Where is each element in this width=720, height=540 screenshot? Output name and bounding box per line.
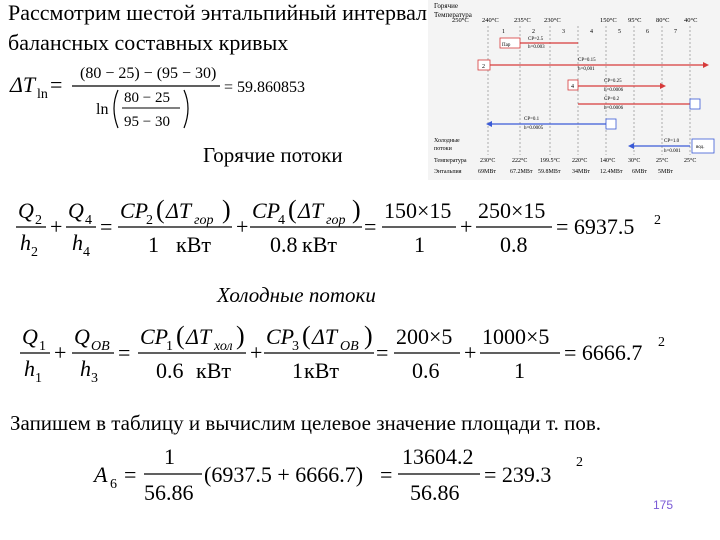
hot-result: = 6937.5 (556, 214, 635, 239)
area-lhs-sub: 6 (110, 477, 117, 492)
hot-n1: 150×15 (384, 198, 452, 223)
cold-cp1: CP (140, 324, 169, 349)
area-paren: (6937.5 + 6666.7) (204, 462, 364, 487)
utility-box-label: вод. (696, 145, 705, 150)
hot-stream-label: Пар (502, 43, 511, 48)
area-r-num: 13604.2 (402, 444, 474, 469)
svg-text:=: = (376, 340, 389, 365)
hot-cp2: CP (252, 198, 281, 223)
cold-stream-cp: CP=0.1 (524, 117, 540, 122)
lmtd-formula (0, 58, 330, 138)
svg-text:+: + (250, 340, 263, 365)
hot-stream-cp: CP=0.25 (604, 79, 622, 84)
lmtd-result: = 59.860853 (224, 79, 306, 96)
hot-heading: Горячие потоки (203, 143, 343, 167)
svg-text:+: + (460, 214, 473, 239)
hot-stream-h: h=0.0006 (604, 88, 624, 93)
interval-num: 5 (618, 29, 621, 35)
hot-h2-sub: 4 (83, 245, 90, 260)
cold-sub: потоки (434, 146, 452, 152)
hot-q2-sub: 4 (85, 213, 92, 228)
svg-text:(: ( (302, 321, 311, 350)
hot-stream-h: h=0.0006 (604, 106, 624, 111)
interval-num: 4 (590, 29, 593, 35)
lmtd-frac-den: 95 − 30 (124, 114, 170, 130)
hot-den1: 1 (148, 232, 159, 257)
hot-den2: 0.8 (270, 232, 298, 257)
top-temp: 240°C (482, 17, 499, 24)
diagram-header-top: Горячие (434, 2, 459, 10)
lmtd-numerator: (80 − 25) − (95 − 30) (80, 65, 217, 82)
bottom-label-enth: Энтальпия (434, 169, 462, 175)
title-line-2: балансных составных кривых (8, 30, 289, 55)
hot-d2: 0.8 (500, 232, 528, 257)
cold-result: = 6666.7 (564, 340, 643, 365)
cold-unit1: кВт (196, 358, 231, 383)
hot-stream-num: 2 (482, 64, 485, 70)
cold-d2: 1 (514, 358, 525, 383)
cold-n1: 200×5 (396, 324, 453, 349)
cold-dt2: ΔT (312, 324, 338, 349)
area-formula (80, 440, 600, 510)
bottom-temp: 230°C (480, 158, 496, 164)
cold-q1: Q (22, 324, 38, 349)
svg-text:(: ( (176, 321, 185, 350)
bottom-enth: 6МВт (632, 169, 647, 175)
cold-unit2: кВт (304, 358, 339, 383)
top-temp: 250°C (452, 17, 469, 24)
bottom-enth: 59.8МВт (538, 169, 561, 175)
utility-h: h=0.001 (664, 149, 681, 154)
svg-text:): ) (364, 321, 373, 350)
svg-text:(: ( (288, 195, 297, 224)
hot-unit1: кВт (176, 232, 211, 257)
cold-cp2: CP (266, 324, 295, 349)
bottom-enth: 12.4МВт (600, 169, 623, 175)
interval-diagram (428, 0, 720, 180)
cold-q2: Q (74, 324, 90, 349)
cold-h2-sub: 3 (91, 371, 98, 386)
hot-stream-cp: CP=0.2 (604, 97, 620, 102)
cold-d1: 0.6 (412, 358, 440, 383)
hot-formula (0, 190, 680, 260)
area-r-den: 56.86 (410, 480, 460, 505)
bottom-temp: 25°C (656, 158, 669, 164)
interval-num: 1 (502, 29, 505, 35)
lmtd-frac-num: 80 − 25 (124, 90, 170, 106)
bottom-temp: 25°C (684, 158, 697, 164)
cold-h1-sub: 1 (35, 371, 42, 386)
utility-cp: CP=1.0 (664, 139, 680, 144)
hot-q1-sub: 2 (35, 213, 42, 228)
hot-dt2-sub: гор (326, 213, 346, 228)
cold-den2: 1 (292, 358, 303, 383)
cold-cp2-sub: 3 (292, 339, 299, 354)
svg-text:=: = (364, 214, 377, 239)
hot-dt2: ΔT (298, 198, 324, 223)
cold-q2-sub: OB (91, 339, 110, 354)
cold-dt1: ΔT (186, 324, 212, 349)
hot-h1-sub: 2 (31, 245, 38, 260)
svg-text:+: + (54, 340, 67, 365)
area-lhs: A (94, 462, 108, 487)
bottom-temp: 220°C (572, 158, 588, 164)
cold-label: Холодные (434, 138, 460, 144)
lmtd-eq: = (50, 72, 63, 97)
bottom-enth: 34МВт (572, 169, 590, 175)
svg-text:+: + (464, 340, 477, 365)
hot-h2: h (72, 230, 83, 255)
title-line-1: Рассмотрим шестой энтальпийный интервал (8, 0, 428, 25)
cold-formula (0, 316, 680, 386)
area-result: = 239.3 (484, 462, 552, 487)
hot-dt1-sub: гор (194, 213, 214, 228)
bottom-enth: 67.2МВт (510, 169, 533, 175)
cold-heading: Холодные потоки (217, 283, 376, 307)
top-temp: 230°C (544, 17, 561, 24)
bottom-enth: 69МВт (478, 169, 496, 175)
svg-text:=: = (118, 340, 131, 365)
diagram-header-label: Температура (434, 11, 472, 19)
hot-stream-cp: CP=2.5 (528, 37, 544, 42)
svg-text:): ) (222, 195, 231, 224)
hot-stream-h: h=0.003 (528, 45, 545, 50)
cold-cp1-sub: 1 (166, 339, 173, 354)
bottom-enth: 5МВт (658, 169, 673, 175)
bottom-label-temp: Температура (434, 158, 467, 164)
top-temp: 150°C (600, 17, 617, 24)
hot-cp2-sub: 4 (278, 213, 285, 228)
bottom-temp: 222°C (512, 158, 528, 164)
hot-unit-power: 2 (654, 213, 661, 228)
hot-n2: 250×15 (478, 198, 546, 223)
hot-d1: 1 (414, 232, 425, 257)
area-unit-power: 2 (576, 455, 583, 470)
svg-text:(: ( (156, 195, 165, 224)
cold-den1: 0.6 (156, 358, 184, 383)
bottom-temp: 30°C (628, 158, 641, 164)
cold-h2: h (80, 356, 91, 381)
area-eq: = (124, 462, 137, 487)
hot-cp1: CP (120, 198, 149, 223)
page-number: 175 (653, 498, 674, 512)
lmtd-ln: ln (96, 101, 109, 118)
lmtd-lhs: ΔT (10, 72, 36, 97)
top-temp: 80°C (656, 17, 670, 24)
interval-num: 6 (646, 29, 649, 35)
top-temp: 40°C (684, 17, 698, 24)
svg-text:+: + (236, 214, 249, 239)
table-sentence: Запишем в таблицу и вычислим целевое значение площади т. пов. (10, 411, 602, 435)
svg-text:=: = (100, 214, 113, 239)
hot-q2: Q (68, 198, 84, 223)
hot-h1: h (20, 230, 31, 255)
cold-q1-sub: 1 (39, 339, 46, 354)
cold-n2: 1000×5 (482, 324, 550, 349)
top-temp: 95°C (628, 17, 642, 24)
hot-unit2: кВт (302, 232, 337, 257)
interval-num: 7 (674, 29, 677, 35)
cold-stream-h: h=0.0005 (524, 126, 544, 131)
svg-text:): ) (352, 195, 361, 224)
hot-cp1-sub: 2 (146, 213, 153, 228)
cold-dt1-sub: хол (214, 339, 233, 354)
cold-unit-power: 2 (658, 335, 665, 350)
svg-text:=: = (380, 462, 393, 487)
cold-h1: h (24, 356, 35, 381)
bottom-temp: 140°C (600, 158, 616, 164)
hot-dt1: ΔT (166, 198, 192, 223)
svg-text:+: + (50, 214, 63, 239)
area-c-den: 56.86 (144, 480, 194, 505)
hot-stream-h: h=0,001 (578, 67, 595, 72)
interval-num: 3 (562, 29, 565, 35)
interval-num: 2 (532, 29, 535, 35)
cold-dt2-sub: OB (340, 339, 359, 354)
hot-stream-cp: CP=0.15 (578, 58, 596, 63)
top-temp: 235°C (514, 17, 531, 24)
hot-q1: Q (18, 198, 34, 223)
area-c-num: 1 (164, 444, 175, 469)
svg-text:): ) (236, 321, 245, 350)
bottom-temp: 199.5°C (540, 158, 560, 164)
hot-stream-num: 4 (571, 84, 574, 90)
lmtd-lhs-sub: ln (37, 87, 48, 102)
